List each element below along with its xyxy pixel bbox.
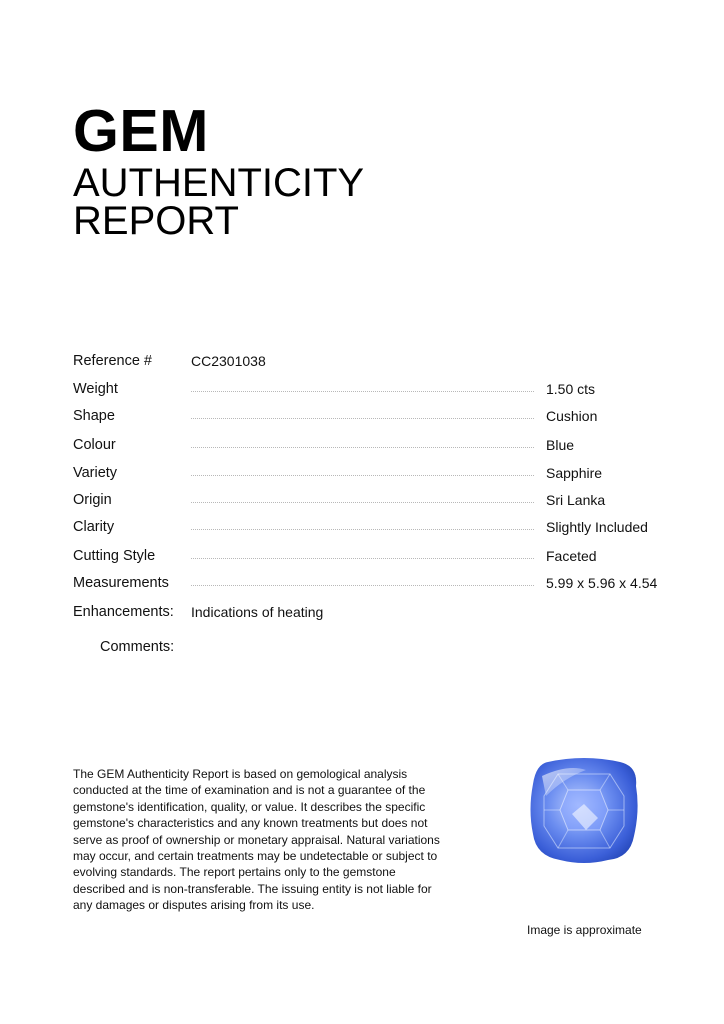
detail-row-cutting-style bbox=[73, 545, 673, 567]
detail-label: Weight bbox=[73, 381, 118, 397]
report-title-line2: REPORT bbox=[73, 199, 239, 243]
detail-value: Sapphire bbox=[546, 465, 603, 481]
detail-value: Sri Lanka bbox=[546, 492, 606, 508]
detail-row-measurements bbox=[73, 572, 673, 594]
leader-dots bbox=[191, 502, 534, 503]
detail-row-weight bbox=[73, 378, 673, 400]
leader-dots bbox=[191, 529, 534, 530]
leader-dots bbox=[191, 391, 534, 392]
image-caption: Image is approximate bbox=[527, 923, 642, 937]
enhancements-label: Enhancements: bbox=[73, 604, 174, 620]
reference-value: CC2301038 bbox=[191, 353, 266, 369]
brand-title: GEM bbox=[73, 98, 209, 164]
enhancements-row bbox=[73, 601, 673, 623]
detail-label: Variety bbox=[73, 465, 118, 481]
detail-value: Blue bbox=[546, 437, 575, 453]
report-title-line1: AUTHENTICITY bbox=[73, 161, 365, 205]
blue-cushion-sapphire-icon bbox=[528, 756, 640, 864]
detail-row-variety bbox=[73, 462, 673, 484]
reference-row bbox=[73, 350, 673, 372]
detail-row-clarity bbox=[73, 516, 673, 538]
disclaimer-text: The GEM Authenticity Report is based on gemological analysis conducted at the time of examination and is not a guarantee of the gemstone's identification, quality, or value. It describes the specific gemstone's characteristics and any known treatments but does not serve as proof of ownership or monetary appraisal. Natural variations may occur, and certain treatments may be undetectable or subject to evolving standards. The report pertains only to the gemstone described and is non-transferable. The issuing entity is not liable for any damages or disputes arising from its use. bbox=[73, 767, 440, 913]
leader-dots bbox=[191, 475, 534, 476]
detail-row-shape bbox=[73, 405, 673, 427]
detail-label: Origin bbox=[73, 492, 112, 508]
detail-label: Clarity bbox=[73, 519, 115, 535]
detail-row-colour bbox=[73, 434, 673, 456]
detail-label: Cutting Style bbox=[73, 548, 156, 564]
leader-dots bbox=[191, 418, 534, 419]
detail-label: Colour bbox=[73, 437, 116, 453]
detail-value: Slightly Included bbox=[546, 519, 648, 535]
detail-label: Measurements bbox=[73, 575, 169, 591]
leader-dots bbox=[191, 558, 534, 559]
detail-row-origin bbox=[73, 489, 673, 511]
detail-label: Shape bbox=[73, 408, 115, 424]
detail-value: 5.99 x 5.96 x 4.54 bbox=[546, 575, 658, 591]
detail-value: Cushion bbox=[546, 408, 598, 424]
detail-value: 1.50 cts bbox=[546, 381, 596, 397]
reference-label: Reference # bbox=[73, 353, 152, 369]
comments-label: Comments: bbox=[100, 639, 175, 655]
leader-dots bbox=[191, 447, 534, 448]
detail-value: Faceted bbox=[546, 548, 597, 564]
leader-dots bbox=[191, 585, 534, 586]
enhancements-value: Indications of heating bbox=[191, 604, 324, 620]
